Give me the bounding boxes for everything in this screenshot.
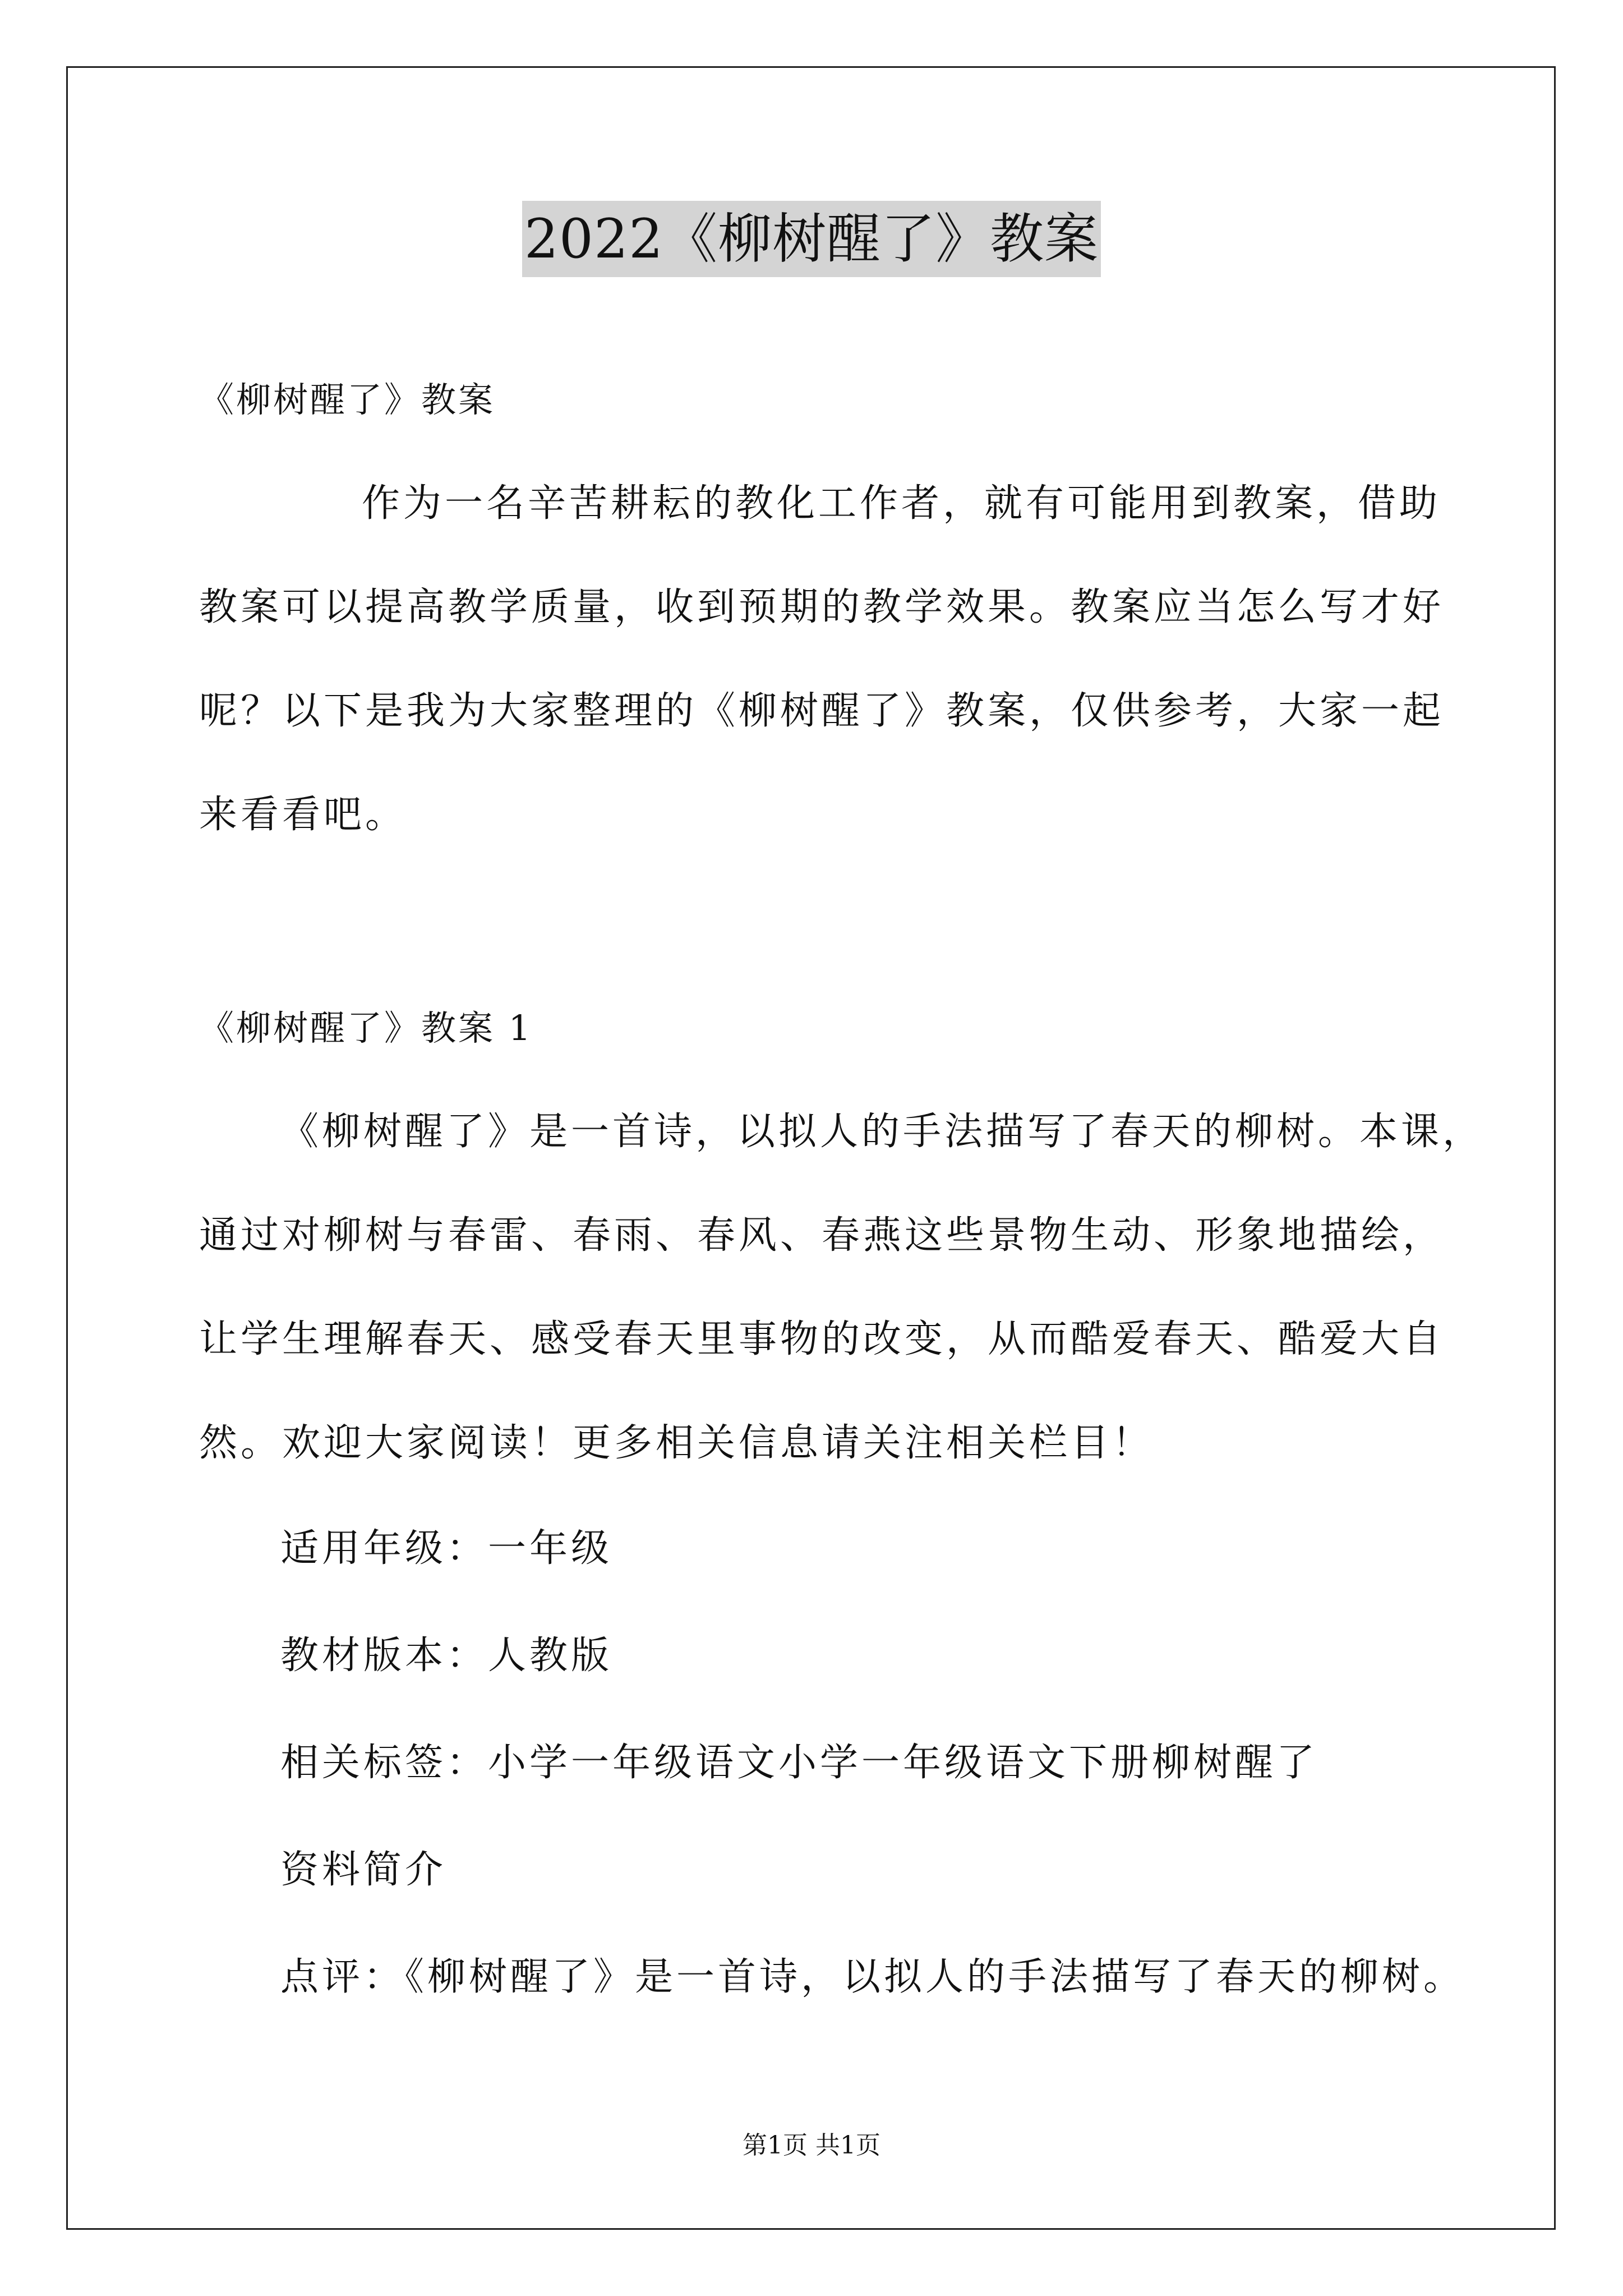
section-line-1: 《柳树醒了》是一首诗，以拟人的手法描写了春天的柳树。本课， <box>280 1110 1484 1154</box>
document-subtitle: 《柳树醒了》教案 <box>199 379 496 420</box>
paragraph-spacer <box>199 867 1433 976</box>
intro-line-1: 作为一名辛苦耕耘的教化工作者，就有可能用到教案，借助 <box>362 481 1441 526</box>
intro-line-3: 呢？以下是我为大家整理的《柳树醒了》教案，仅供参考，大家一起 <box>199 689 1445 733</box>
review-line: 点评：《柳树醒了》是一首诗，以拟人的手法描写了春天的柳树。 <box>280 1955 1465 1999</box>
page-footer: 第1页 共1页 <box>743 2131 880 2160</box>
intro-line-2: 教案可以提高教学质量，收到预期的教学效果。教案应当怎么写才好 <box>199 585 1445 629</box>
edition-line: 教材版本：人教版 <box>280 1634 613 1678</box>
tags-line: 相关标签：小学一年级语文小学一年级语文下册柳树醒了 <box>280 1741 1318 1785</box>
title-wrap <box>0 201 1623 277</box>
section-heading: 《柳树醒了》教案 1 <box>199 1007 533 1048</box>
section-line-3: 让学生理解春天、感受春天里事物的改变，从而酷爱春天、酷爱大自 <box>199 1317 1445 1361</box>
grade-line: 适用年级：一年级 <box>280 1526 613 1571</box>
document-body <box>199 348 1484 2031</box>
intro-line-4: 来看看吧。 <box>199 793 407 837</box>
document-title: 2022《柳树醒了》教案 <box>522 201 1101 277</box>
summary-heading: 资料简介 <box>280 1848 447 1892</box>
section-line-2: 通过对柳树与春雷、春雨、春风、春燕这些景物生动、形象地描绘， <box>199 1213 1445 1258</box>
section-line-4: 然。欢迎大家阅读！更多相关信息请关注相关栏目！ <box>199 1421 1154 1465</box>
